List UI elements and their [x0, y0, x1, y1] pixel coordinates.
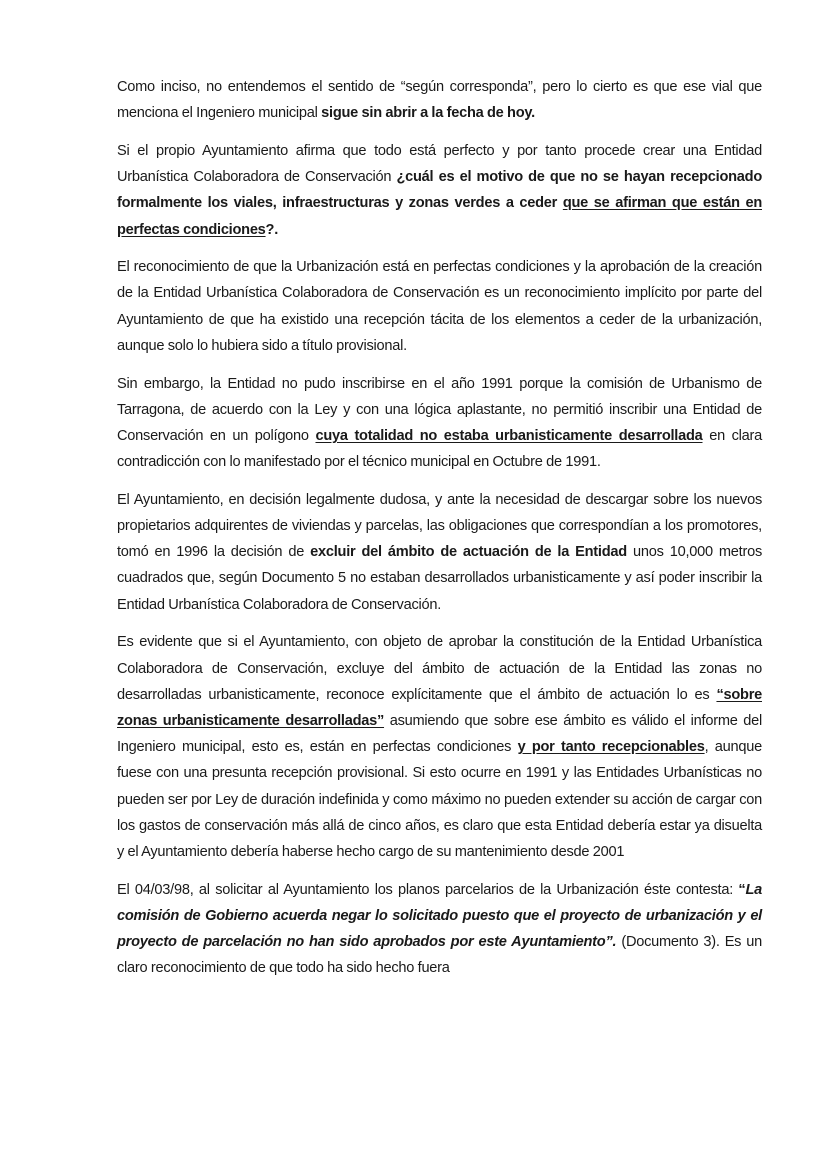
- paragraph-3: [117, 254, 762, 359]
- text-run: Es evidente que si el Ayuntamiento, con objeto de aprobar la constitución de la Entidad Urbanística Colaboradora de Conservación, excluye del ámbito de actuación de la Entidad las zonas no desarrolladas urbanisticamente, reconoce explícitamente que el ámbito de actuación lo es: [117, 634, 762, 703]
- paragraph-5: [117, 487, 762, 618]
- document-page: [117, 74, 762, 993]
- text-run: Si el propio Ayuntamiento afirma que todo está perfecto y por tanto procede crear una Entidad Urbanística Colaboradora de Conservación: [117, 142, 762, 186]
- text-run: El reconocimiento de que la Urbanización está en perfectas condiciones y la aprobación de la creación de la Entidad Urbanística Colaboradora de Conservación es un reconocimiento implícito por parte del Ayuntamiento de que ha existido una recepción tácita de los elementos a ceder de la urbanización, aunque solo lo hubiera sido a título provisional.: [117, 259, 762, 354]
- text-run: unos 10,000 metros cuadrados que, según Documento 5 no estaban desarrollados urbanisticamente y así poder inscribir la Entidad Urbanística Colaboradora de Conservación.: [117, 544, 763, 613]
- text-run: asumiendo que sobre ese ámbito es válido el informe del Ingeniero municipal, esto es, están en perfectas condiciones: [117, 712, 762, 756]
- paragraph-2: [117, 138, 762, 243]
- text-run: El Ayuntamiento, en decisión legalmente dudosa, y ante la necesidad de descargar sobre los nuevos propietarios adquirentes de viviendas y parcelas, las obligaciones que correspondían a los promotores, tomó en 1996 la decisión de: [117, 491, 762, 561]
- paragraph-1: [117, 74, 762, 126]
- bold-italic-quote-run: La comisión de Gobierno acuerda negar lo solicitado puesto que el proyecto de urbanización y el proyecto de parcelación no han sido aprobados por este Ayuntamiento”.: [117, 881, 762, 951]
- bold-text-run: excluir del ámbito de actuación de la Entidad: [310, 544, 627, 561]
- bold-text-run: ¿cuál es el motivo de que no se hayan recepcionado formalmente los viales, infraestructuras y zonas verdes a ceder: [117, 169, 762, 212]
- paragraph-6: [117, 629, 762, 865]
- bold-underlined-text-run: y por tanto recepcionables: [517, 739, 705, 756]
- bold-text-run: sigue sin abrir a la fecha de hoy.: [321, 105, 535, 122]
- text-run: Sin embargo, la Entidad no pudo inscribirse en el año 1991 porque la comisión de Urbanismo de Tarragona, de acuerdo con la Ley y con una lógica aplastante, no permitió inscribir una Entidad de Conservación en un polígono: [117, 375, 762, 444]
- text-run: Como inciso, no entendemos el sentido de “según corresponda”, pero lo cierto es que ese vial que menciona el Ingeniero municipal: [117, 79, 762, 122]
- bold-text-run: ?.: [265, 221, 279, 238]
- text-run: (Documento 3). Es un claro reconocimiento de que todo ha sido hecho fuera: [117, 934, 762, 977]
- paragraph-7: [117, 877, 762, 982]
- text-run: , aunque fuese con una presunta recepción provisional. Si esto ocurre en 1991 y las Entidades Urbanísticas no pueden ser por Ley de duración indefinida y como máximo no pueden extender su acción de cargar con los gastos de conservación más allá de cinco años, es claro que esta Entidad debería estar ya disuelta y el Ayuntamiento debería haberse hecho cargo de su mantenimiento desde 2001: [117, 739, 762, 860]
- bold-underlined-text-run: “sobre zonas urbanisticamente desarrolladas”: [117, 686, 762, 729]
- bold-quote-mark: “: [738, 881, 746, 898]
- bold-underlined-text-run: cuya totalidad no estaba urbanisticamente desarrollada: [315, 427, 703, 444]
- paragraph-4: [117, 371, 762, 476]
- bold-underlined-text-run: que se afirman que están en perfectas condiciones: [117, 195, 762, 238]
- text-run: en clara contradicción con lo manifestado por el técnico municipal en Octubre de 1991.: [117, 427, 763, 471]
- text-run: El 04/03/98, al solicitar al Ayuntamiento los planos parcelarios de la Urbanización éste contesta:: [117, 881, 739, 898]
